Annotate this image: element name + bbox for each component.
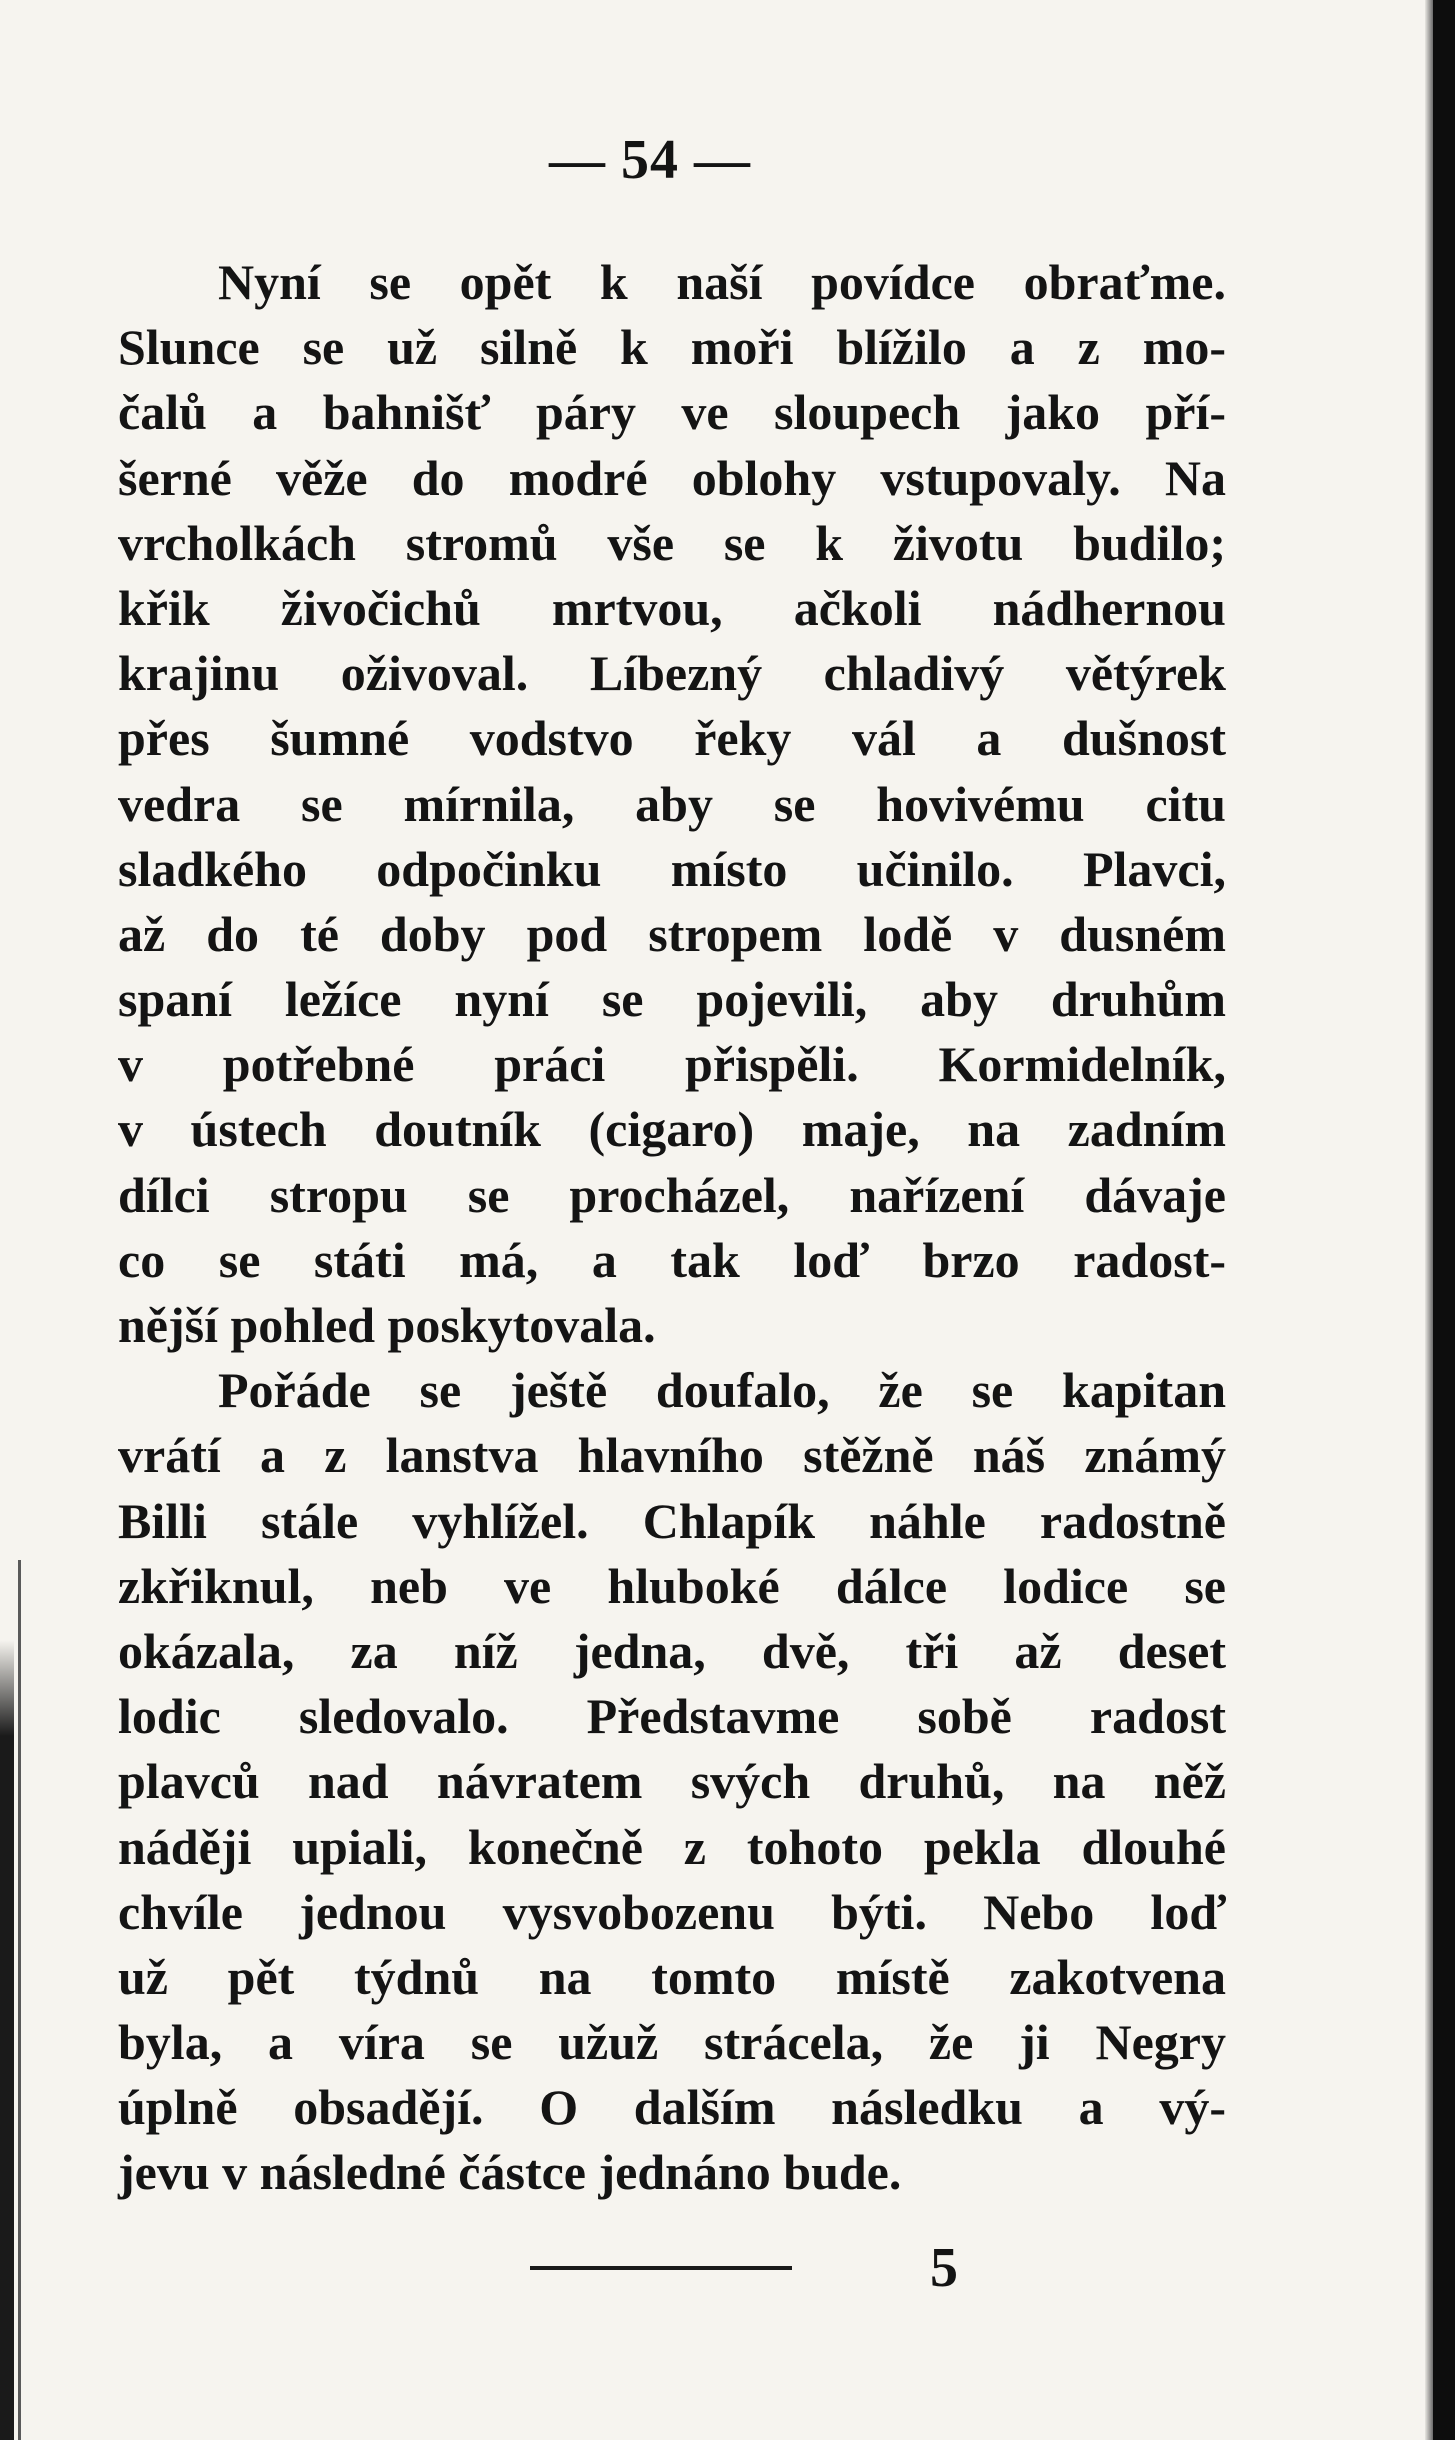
footer-rule <box>530 2266 792 2270</box>
text-line: chvíle jednou vysvobozenu býti. Nebo loď <box>118 1883 1226 1940</box>
text-line: v ústech doutník (cigaro) maje, na zadním <box>118 1101 1226 1158</box>
text-line: úplně obsadějí. O dalším následku a vý- <box>118 2079 1226 2136</box>
text-line: lodic sledovalo. Představme sobě radost <box>118 1688 1226 1745</box>
scan-border-left <box>0 1640 14 2440</box>
text-line: náději upiali, konečně z tohoto pekla dlouhé <box>118 1818 1226 1875</box>
text-line: jevu v následné částce jednáno bude. <box>118 2144 902 2201</box>
page-number: — 54 — <box>549 129 751 191</box>
text-line: Nyní se opět k naší povídce obraťme. <box>218 254 1226 310</box>
text-line: křik živočichů mrtvou, ačkoli nádhernou <box>118 579 1226 636</box>
text-line: v potřebné práci přispěli. Kormidelník, <box>118 1036 1226 1093</box>
signature-mark: 5 <box>930 2237 958 2299</box>
text-line: dílci stropu se procházel, nařízení dávaje <box>118 1166 1226 1223</box>
text-line: vedra se mírnila, aby se hovivému citu <box>118 775 1226 832</box>
text-line: až do té doby pod stropem lodě v dusném <box>118 905 1226 962</box>
text-line: krajinu oživoval. Líbezný chladivý větýrek <box>118 645 1226 702</box>
text-line: vrcholkách stromů vše se k životu budilo; <box>118 514 1226 571</box>
scan-shadow-right <box>1425 0 1433 2440</box>
text-line: sladkého odpočinku místo učinilo. Plavci, <box>118 840 1226 897</box>
page-footer <box>530 2236 990 2316</box>
scan-border-right <box>1433 0 1455 2440</box>
text-line: nější pohled poskytovala. <box>118 1297 656 1353</box>
text-line: Billi stále vyhlížel. Chlapík náhle radostně <box>118 1492 1226 1549</box>
text-line: Slunce se už silně k moři blížilo a z mo- <box>118 319 1226 376</box>
text-line: šerné věže do modré oblohy vstupovaly. Na <box>118 449 1226 506</box>
text-line: čalů a bahnišť páry ve sloupech jako pří- <box>118 384 1226 441</box>
scan-line-left <box>18 1560 21 2440</box>
text-line: přes šumné vodstvo řeky vál a dušnost <box>118 710 1226 767</box>
text-line: byla, a víra se užuž strácela, že ji Negry <box>118 2014 1226 2071</box>
text-line: okázala, za níž jedna, dvě, tři až deset <box>118 1622 1226 1679</box>
body-text <box>118 250 1226 2206</box>
text-line: plavců nad návratem svých druhů, na něž <box>118 1753 1226 1810</box>
text-line: už pět týdnů na tomto místě zakotvena <box>118 1948 1226 2005</box>
text-line: spaní ležíce nyní se pojevili, aby druhům <box>118 971 1226 1028</box>
text-line: zkřiknul, neb ve hluboké dálce lodice se <box>118 1557 1226 1614</box>
text-line: vrátí a z lanstva hlavního stěžně náš známý <box>118 1427 1226 1484</box>
text-line: Pořáde se ještě doufalo, že se kapitan <box>218 1362 1226 1419</box>
text-line: co se státi má, a tak loď brzo radost- <box>118 1231 1226 1288</box>
